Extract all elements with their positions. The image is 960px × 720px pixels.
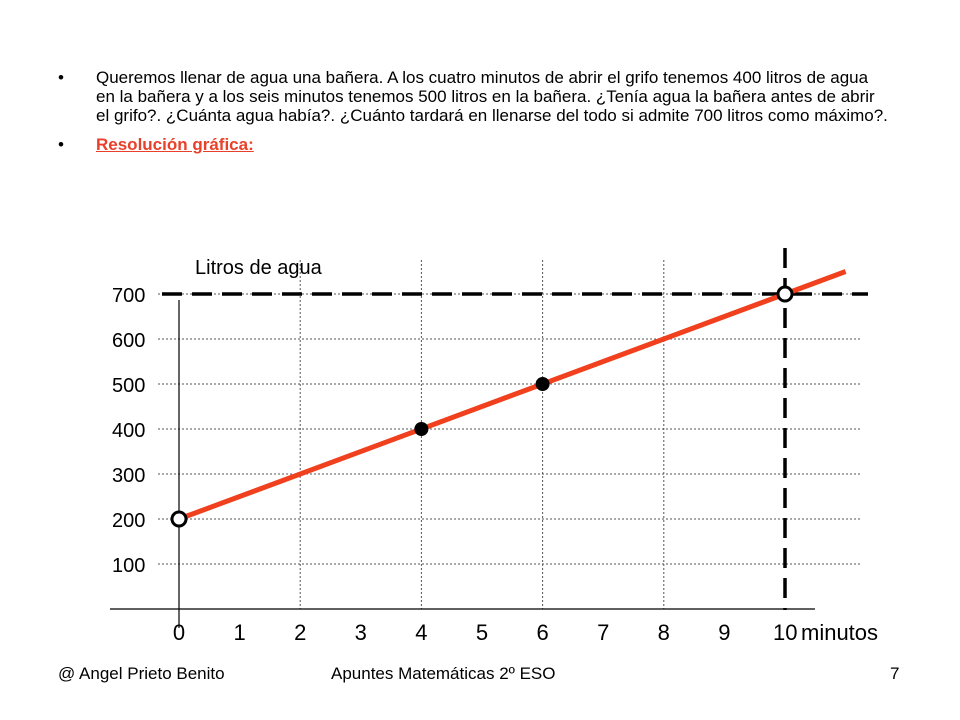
known-data-point bbox=[414, 422, 428, 436]
y-tick-label: 500 bbox=[112, 375, 146, 397]
footer-course: Apuntes Matemáticas 2º ESO bbox=[331, 664, 556, 683]
x-axis-unit-label: minutos bbox=[801, 620, 879, 645]
x-tick-label: 7 bbox=[597, 620, 610, 645]
fill-line bbox=[179, 272, 846, 520]
x-tick-label: 9 bbox=[718, 620, 731, 645]
y-tick-label: 300 bbox=[112, 465, 146, 487]
x-tick-label: 10 bbox=[773, 620, 798, 645]
x-tick-label: 0 bbox=[172, 620, 186, 645]
y-tick-label: 600 bbox=[112, 330, 146, 352]
y-tick-label: 400 bbox=[112, 420, 146, 442]
x-tick-label: 1 bbox=[233, 620, 246, 645]
x-tick-label: 5 bbox=[475, 620, 489, 645]
y-tick-label: 700 bbox=[112, 285, 146, 307]
footer-author: @ Angel Prieto Benito bbox=[58, 664, 225, 683]
x-tick-label: 2 bbox=[294, 620, 307, 645]
x-tick-label: 8 bbox=[657, 620, 670, 645]
x-tick-label: 3 bbox=[354, 620, 367, 645]
problem-text: Queremos llenar de agua una bañera. A los cuatro minutos de abrir el grifo tenemos 400 litros de agua en la bañera y a los seis minutos tenemos 500 litros en la bañera. ¿Tenía agua la bañera antes de abrir el grifo?. ¿Cuánta agua había?. ¿Cuánto tardará en llenarse del todo si admite 700 litros como máximo?. bbox=[96, 68, 888, 125]
bullet-marker: • bbox=[58, 68, 64, 87]
y-tick-label: 100 bbox=[112, 555, 146, 577]
solution-point bbox=[172, 512, 186, 526]
y-tick-label: 200 bbox=[112, 510, 146, 532]
x-tick-label: 4 bbox=[415, 620, 428, 645]
bullet-marker: • bbox=[58, 135, 64, 154]
known-data-point bbox=[536, 377, 550, 391]
y-axis-label: Litros de agua bbox=[195, 257, 322, 279]
footer-page: 7 bbox=[890, 664, 900, 683]
solution-point bbox=[778, 287, 792, 301]
resolution-subtitle: Resolución gráfica: bbox=[96, 135, 254, 154]
x-tick-label: 6 bbox=[536, 620, 549, 645]
